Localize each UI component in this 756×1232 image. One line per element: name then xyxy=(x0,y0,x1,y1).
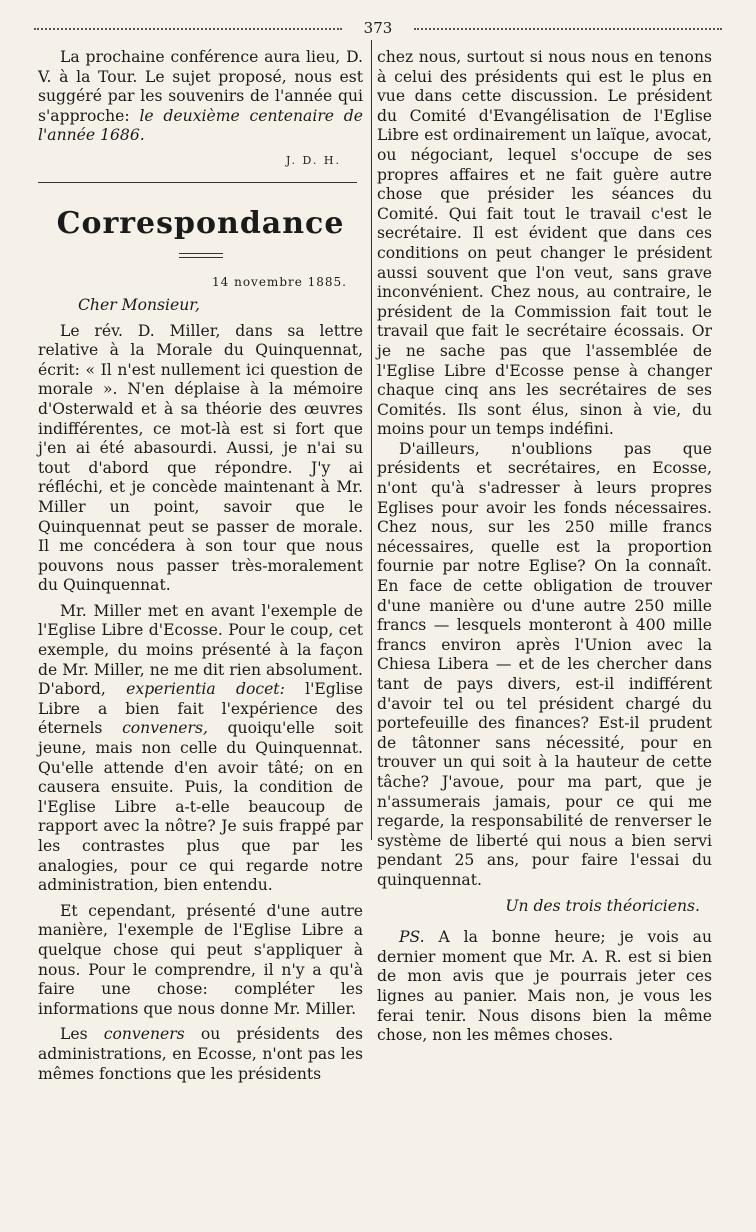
intro-paragraph xyxy=(38,48,363,146)
paragraph-italic: conveners xyxy=(103,1025,185,1044)
intro-italic: le deuxième centenaire de l'année 1686. xyxy=(38,106,363,145)
paragraph-text: Mr. Miller met en avant l'exemple de l'Eglise Libre d'Ecosse. Pour le coup, cet exemple, du moins présenté à la façon de Mr. Miller, ne me dit rien absolument. D'abord, xyxy=(38,601,363,699)
paragraph: D'ailleurs, n'oublions pas que présidents et secrétaires, en Ecosse, n'ont qu'à s'adresser à leurs propres Eglises pour avoir les fonds nécessaires. Chez nous, sur les 250 mille francs nécessaires, quelle est la proportion fournie par notre Eglise? On la connaît. En face de cette obligation de trouver d'une manière ou d'une autre 250 mille francs — lesquels monteront à 400 mille francs environ après l'Union avec la Chiesa Libera — et de les chercher dans tant de pays divers, est-il indifférent d'avoir tel ou tel président chargé du portefeuille des finances? Est-il prudent de tâtonner sans nécessité, pour en trouver un qui soit à la hauteur de cette tâche? J'avoue, pour ma part, que je n'assumerais jamais, pour ce qui me regarde, la responsabilité de renverser le système de liberté qui nous a bien servi pendant 25 ans, pour faire l'essai du quinquennat. xyxy=(377,439,712,889)
page-number: 373 xyxy=(363,19,393,37)
page-header xyxy=(34,18,722,38)
column-divider xyxy=(371,40,372,840)
letter-signoff xyxy=(377,897,700,917)
postscript xyxy=(377,928,712,1046)
paragraph-text: ou présidents des administrations, en Ecosse, n'ont pas les mêmes fonctions que les présidents xyxy=(38,1025,363,1083)
paragraph-italic: experientia docet: xyxy=(126,680,285,699)
paragraph-text: l'Eglise Libre a bien fait l'expérience des éternels xyxy=(38,680,363,738)
right-column xyxy=(377,48,712,1046)
header-rule-left xyxy=(34,28,342,30)
salutation-text: Cher Monsieur, xyxy=(78,295,200,314)
paragraph: Le rév. D. Miller, dans sa lettre relative à la Morale du Quinquennat, écrit: « Il n'est nullement ici question de morale ». N'en déplaise à la mémoire d'Osterwald et à sa théorie des œuvres indifférentes, ce mot-là est si fort que j'en ai été abasourdi. Aussi, je n'ai su tout d'abord que répondre. J'y ai réfléchi, et je concède maintenant à Mr. Miller un point, savoir que le Quinquennat peut se passer de morale. Il me concédera à son tour que nous pouvons nous passer très-moralement du Quinquennat. xyxy=(38,321,363,595)
paragraph: chez nous, surtout si nous nous en tenons à celui des présidents qui est le plus en vue dans cette discussion. Le président du Comité d'Evangélisation de l'Eglise Libre est ordinairement un laïque, avocat, ou négociant, lequel s'occupe de ses propres affaires et ne fait guère autre chose que présider les séances du Comité. Qui fait tout le travail c'est le secrétaire. Il est évident que dans ces conditions on peut changer le président aussi souvent que l'on veut, sans grave inconvénient. Chez nous, au contraire, le président de la Commission fait tout le travail que fait le secrétaire écossais. Or je ne sache pas que l'assemblée de l'Eglise Libre d'Ecosse pense à changer chaque cinq ans les secrétaires de ses Comités. Ils sont élus, sinon à vie, du moins pour un temps indéfini. xyxy=(377,48,712,439)
ps-label: PS. xyxy=(399,928,425,947)
section-title: Correspondance xyxy=(56,205,345,241)
salutation xyxy=(38,296,363,316)
title-ornament xyxy=(179,253,223,258)
paragraph: Et cependant, présenté d'une autre manière, l'exemple de l'Eglise Libre a quelque chose qui peut s'appliquer à nous. Pour le comprendre, il n'y a qu'à faire une chose: compléter les informations que nous donne Mr. Miller. xyxy=(38,901,363,1018)
header-rule-right xyxy=(414,28,722,30)
paragraph-text: quoiqu'elle soit jeune, mais non celle du Quinquennat. Qu'elle attende d'en avoir tâté; on en causera ensuite. Puis, la condition de l'Eglise Libre a-t-elle beaucoup de rapport avec la nôtre? Je suis frappé par les contrastes plus que par les analogies, pour ce qui regarde notre administration, bien entendu. xyxy=(38,719,363,895)
ps-text: A la bonne heure; je vois au dernier moment que Mr. A. R. est si bien de mon avis que je pourrais jeter ces lignes au panier. Mais non, je vous les ferai tenir. Nous disons bien la même chose, non les mêmes choses. xyxy=(377,928,712,1045)
left-column xyxy=(38,48,363,1084)
paragraph-italic: conveners, xyxy=(122,719,208,738)
letter-date: 14 novembre 1885. xyxy=(212,274,347,289)
paragraph xyxy=(38,602,363,896)
intro-signature: J. D. H. xyxy=(285,153,341,167)
signoff-text: Un des trois théoriciens. xyxy=(505,896,700,915)
paragraph-text: Les xyxy=(60,1025,104,1044)
section-separator xyxy=(38,182,357,183)
intro-text: La prochaine conférence aura lieu, D. V. à la Tour. Le sujet proposé, nous est suggéré par les souvenirs de l'année qui s'approche: xyxy=(38,48,363,125)
paragraph xyxy=(38,1025,363,1084)
